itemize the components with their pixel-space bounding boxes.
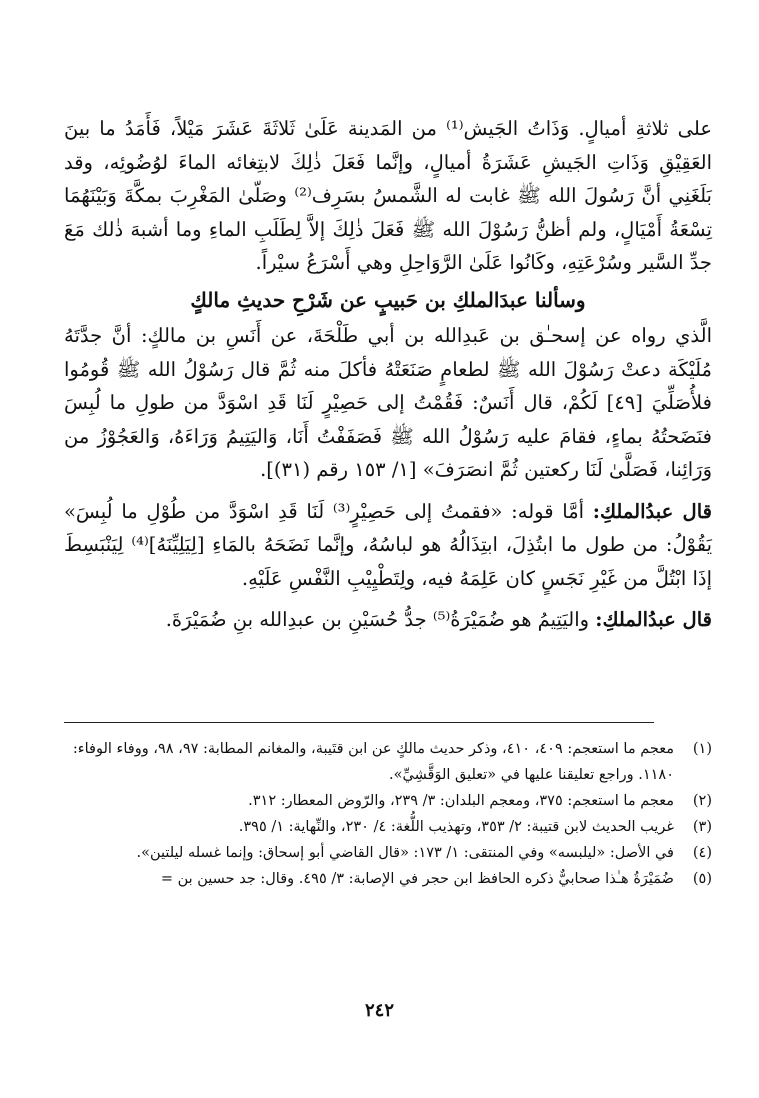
paragraph-4 xyxy=(64,603,712,637)
footnote xyxy=(64,814,712,840)
footnote-text: معجم ما استعجم: ٣٧٥، ومعجم البلدان: ٣/ ٢٣٩، والرّوض المعطار: ٣١٢. xyxy=(248,793,674,809)
paragraph-4-text: واليَتِيمُ هو ضُمَيْرَةُ⁽⁵⁾ جدُّ حُسَيْنِ بن عبدِالله بنِ ضُمَيْرَةَ. xyxy=(165,608,590,631)
footnote-number: (٢) xyxy=(692,793,712,809)
footnotes xyxy=(64,736,712,892)
footnote-text: في الأصل: «ليلبسه» وفي المنتقى: ١/ ١٧٣: «قال القاضي أبو إسحاق: وإنما غسله ليلتين». xyxy=(136,845,674,861)
footnote-text: معجم ما استعجم: ٤٠٩، ٤١٠، وذكر حديث مالكٍ عن ابن قتَيبة، والمغانم المطابة: ٩٧، ٩٨، ووفاء الوفاء: ١١٨٠. وراجع تعليقنا عليها في «تعليق الوَقَّشِيِّ». xyxy=(72,741,674,783)
footnote xyxy=(64,736,712,788)
paragraph-3-text: أمَّا قوله: «فقمتُ إلى حَصِيْرٍ⁽³⁾ لَنَا قَدِ اسْوَدَّ من طُوْلِ ما لُبِسَ» يَقُوْلُ: من طول ما ابتُذِلَ، ابتِذَالُهُ هو لباسُهُ، وإنَّما نَضَحَهُ بالمَاءِ [لِيَلِيِّنَهُ]⁽⁴⁾ لِيَنْبَسِطَ إذَا ابْتُلَّ من غَيْرِ نَجَسٍ كان عَلِمَهُ فيه، ولِتَطْيِيْبِ النَّفْسِ عَلَيْهِ. xyxy=(64,499,712,590)
footnote xyxy=(64,866,712,892)
footnote xyxy=(64,788,712,814)
footnote-text: غريب الحديث لابن قتيبة: ٢/ ٣٥٣، وتهذيب اللُّغة: ٤/ ٢٣٠، والنِّهاية: ١/ ٣٩٥. xyxy=(238,819,674,835)
paragraph-2: الَّذي رواه عن إسحـٰق بن عَبدِالله بن أبي طَلْحَةَ، عن أَنَسِ بن مالكٍ: أنَّ جدَّتَهُ مُلَيْكَة دعتْ رَسُوْلَ الله ﷺ لطعامٍ صَنَعَتْهُ فأكلَ منه ثُمَّ قال رَسُوْلُ الله ﷺ قُومُوا فلأُصَلِّيَ [٤٩] لَكُمْ، قال أَنَسٌ: فَقُمْتُ إلى حَصِيْرٍ لَنَا قَدِ اسْوَدَّ من طولِ ما لُبِسَ فنَضَحتُهُ بماءٍ، فقامَ عليه رَسُوْلُ الله ﷺ فَصَفَفْتُ أَنَا، وَاليَتِيمُ وَرَاءَهُ، وَالعَجُوْزُ من وَرَائِنا، فَصَلَّىٰ لَنَا ركعتين ثُمَّ انصَرَفَ» [١/ ١٥٣ رقم (٣١)]. xyxy=(64,324,713,481)
footnote-number: (١) xyxy=(692,741,712,757)
page-number: ٢٤٢ xyxy=(364,1000,394,1021)
speaker-label: قال عبدُالملكِ: xyxy=(592,499,712,523)
footnote-text: ضُمَيْرَةُ هـٰذا صحابيٌّ ذكره الحافظ ابن حجر في الإصابة: ٣/ ٤٩٥. وقال: جد حسين بن = xyxy=(160,871,674,887)
footnote xyxy=(64,840,712,866)
footnote-number: (٥) xyxy=(692,871,712,887)
footnote-divider xyxy=(64,722,654,723)
paragraph-3 xyxy=(64,495,712,596)
footnote-number: (٤) xyxy=(692,845,712,861)
footnote-number: (٣) xyxy=(692,819,712,835)
section-heading: وسألنا عبدَالملكِ بن حَبيبٍ عن شَرْحِ حديثِ مالكٍ xyxy=(190,287,586,312)
main-text xyxy=(64,112,712,637)
paragraph-1: على ثلاثةِ أميالٍ. وَذَاتُ الجَيش⁽¹⁾ من المَدينة عَلَىٰ ثَلاثَةَ عَشَرَ مَيْلاً، فَأَمَدُ ما بينَ العَقِيْقِ وَذَاتِ الجَيشِ عَشَرَةُ أميالٍ، وإنَّما فَعَلَ ذٰلِكَ لابتِغائه الماءَ لوُضُوئِه، وقد بَلَغَنِي أنَّ رَسُولَ الله ﷺ غابت له الشَّمسُ بسَرِف⁽²⁾ وصَلّىٰ المَغْرِبَ بمكَّةَ وَبَيْنَهُمَا تِسْعَةُ أَمْيَالٍ، ولم أظنُّ رَسُوْلَ الله ﷺ فَعَلَ ذٰلِكَ إلاَّ لِطَلَبِ الماءِ وما أشبهَ ذٰلك مَعَ جدِّ السَّير وسُرْعَتِهِ، وكَانُوا عَلَىٰ الرَّوَاحِلِ وهي أَسْرَعُ سيْراً. xyxy=(64,117,712,274)
speaker-label: قال عبدُالملكِ: xyxy=(595,608,712,631)
